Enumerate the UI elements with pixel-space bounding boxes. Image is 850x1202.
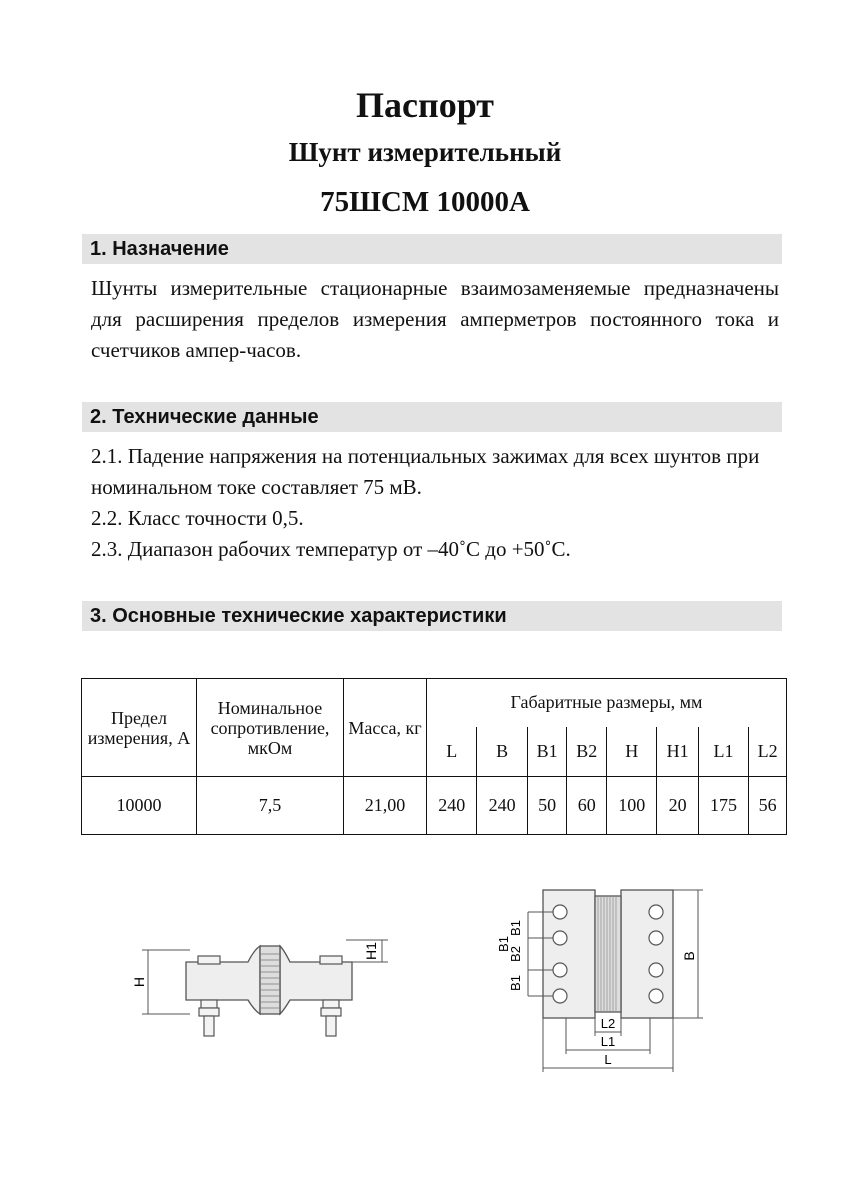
purpose-paragraph: Шунты измерительные стационарные взаимозаменяемые предназначены для расширения пределов измерения амперметров постоянного тока и счетчиков ампер-часов. [91, 276, 779, 362]
label-b1-top: B1 [508, 920, 523, 936]
cell-dim-h1: 20 [657, 777, 698, 835]
dim-header-l1: L1 [698, 727, 748, 777]
cell-mass: 21,00 [344, 777, 427, 835]
dim-header-h1: H1 [657, 727, 698, 777]
col-header-mass: Масса, кг [344, 679, 427, 777]
label-h1: H1 [363, 942, 379, 960]
label-h: H [131, 976, 147, 988]
label-b1-bottom: B1 [508, 975, 523, 991]
col-header-range: Предел измерения, А [82, 679, 197, 777]
cell-dim-l1: 175 [698, 777, 748, 835]
dim-header-l: L [427, 727, 477, 777]
shunt-top-view-drawing [498, 882, 718, 1082]
specs-table [81, 678, 787, 835]
label-b1-side: B1 [496, 936, 511, 952]
label-l1: L1 [600, 1034, 616, 1049]
cell-dim-b2: 60 [567, 777, 607, 835]
label-b: B [681, 951, 697, 961]
cell-resistance: 7,5 [197, 777, 344, 835]
label-l: L [604, 1052, 612, 1067]
label-l2: L2 [600, 1016, 616, 1031]
label-b2: B2 [508, 946, 523, 962]
model-name: 75ШСМ 10000А [320, 186, 530, 218]
page-subtitle: Шунт измерительный [288, 137, 562, 167]
cell-range: 10000 [82, 777, 197, 835]
dim-header-h: H [607, 727, 657, 777]
dim-header-b1: B1 [527, 727, 567, 777]
cell-dim-b1: 50 [527, 777, 567, 835]
section-heading-purpose: 1. Назначение [82, 234, 782, 264]
col-header-dimensions: Габаритные размеры, мм [427, 679, 787, 727]
section-heading-characteristics: 3. Основные технические характеристики [82, 601, 782, 631]
technical-paragraph-accuracy: 2.2. Класс точности 0,5. [91, 506, 304, 530]
shunt-side-view-drawing [120, 920, 400, 1050]
col-header-resistance: Номинальное сопротивление, мкОм [197, 679, 344, 777]
cell-dim-l: 240 [427, 777, 477, 835]
cell-dim-l2: 56 [749, 777, 787, 835]
page-title: Паспорт [356, 85, 494, 125]
dim-header-l2: L2 [749, 727, 787, 777]
section-heading-technical-data: 2. Технические данные [82, 402, 782, 432]
dim-header-b: B [477, 727, 527, 777]
technical-paragraph-temperature: 2.3. Диапазон рабочих температур от –40˚С до +50˚С. [91, 537, 571, 561]
dim-header-b2: B2 [567, 727, 607, 777]
cell-dim-h: 100 [607, 777, 657, 835]
technical-paragraph-voltage: 2.1. Падение напряжения на потенциальных зажимах для всех шунтов при номинальном токе составляет 75 мВ. [91, 444, 760, 499]
cell-dim-b: 240 [477, 777, 527, 835]
